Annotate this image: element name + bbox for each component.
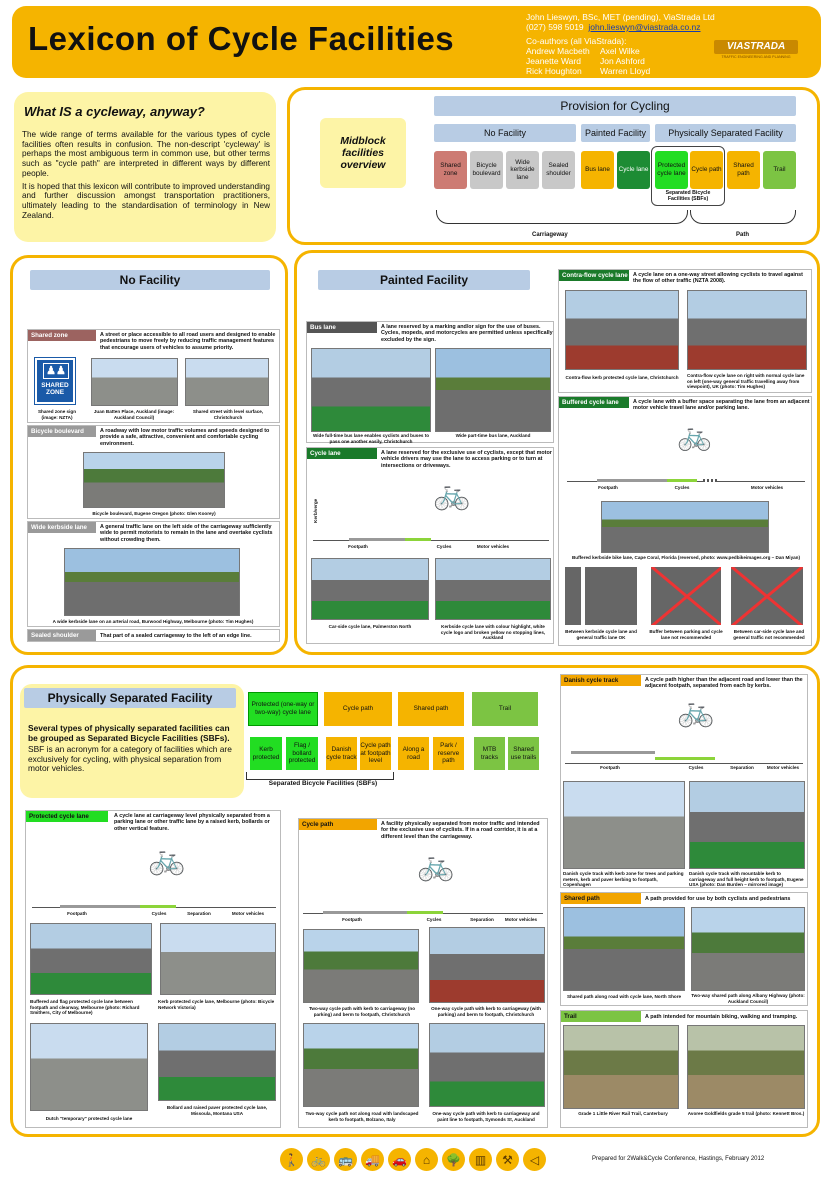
buffered-diagram: 🚲 Footpath Cycles Motor vehicles [567, 419, 805, 489]
buffered-photo [601, 501, 769, 553]
contraflow-section: Contra-flow cycle lane A cycle lane on a one-way street allowing cyclists to travel against the flow of other traffic (NZTA 2008). Contra-flow kerb protected cycle lane, Christchurch Contra-flow cycle lane on right with normal cycle lane on left (one-way general traffic travelling away from viewpoint), UK (photo: Tim Hughes) [558, 269, 812, 393]
cyclepath-photo-1 [303, 929, 419, 1003]
protected-section: Protected cycle lane A cycle lane at carriageway level physically separated from a parking lane or other traffic lane by a raised kerb, bollards or other vertical feature. 🚲 Footpath Cycles Separation Motor vehicles Buffered and flag protected cycle lane between footpath and clearway, Melbourne (photo: Richard Smithers, City of Melbourne) Kerb protected cycle lane, Melbourne (photo: Bicycle Network Victoria) Dutch "temporary" protected cycle lane Bollard and raised paver protected cycle lane, Missoula, Montana USA [25, 810, 281, 1128]
shoulder-tag: Sealed shoulder [28, 630, 96, 641]
shared-zone-def: A street or place accessible to all road users and designed to enable pedestrians to move freely by reducing traffic management features that encourage users of vehicles to assume priority. [100, 332, 276, 351]
buffer-ok-diagram [565, 567, 637, 625]
cyclepath-tag: Cycle path [299, 819, 377, 830]
cyclepath-photo-3 [303, 1023, 419, 1107]
kerbside-photo [64, 548, 240, 616]
danish-photo-1 [563, 781, 685, 869]
kerbside-tag: Wide kerbside lane [28, 522, 96, 533]
cyclepath-photo-4 [429, 1023, 545, 1107]
shared-zone-photo-1 [91, 358, 178, 406]
painted-header: Painted Facility [318, 270, 530, 290]
boulevard-photo [83, 452, 225, 508]
protected-diagram: 🚲 Footpath Cycles Separation Motor vehicles [32, 839, 276, 915]
carriageway-label: Carriageway [532, 232, 568, 238]
contraflow-def: A cycle lane on a one-way street allowing cyclists to travel against the flow of other traffic (NZTA 2008). [633, 272, 803, 285]
path-label: Path [736, 232, 750, 238]
sharedpath-def: A path provided for use by both cyclists and pedestrians [645, 896, 791, 902]
sbf-label: Separated Bicycle Facilities (SBFs) [665, 190, 711, 202]
walk-icon: 🚶 [280, 1148, 303, 1171]
group-no-facility: No Facility [434, 124, 576, 142]
cyclist-icon: 🚲 [677, 420, 712, 451]
cyclepath-section: Cycle path A facility physically separated from motor traffic and intended for the exclusive use of cyclists. If in a road corridor, it is at a different level than the carriageway. 🚲 Footpath Cycles Separation Motor vehicles Two-way cycle path with kerb to carriageway (no parking) and berm to footpath, Christchurch One-way cycle path with kerb to carriageway (with parking) and berm to footpath, Christchurch Two-way cycle path not along road with landscaped kerb to footpath, Bolzano, Italy One-way cycle path with kerb to carriageway and paint line to footpath, Symonds St, Auckland [298, 818, 548, 1128]
tree-danish: Danish cycle track [326, 737, 357, 770]
provision-header: Provision for Cycling [434, 96, 796, 116]
coauthor: Jon Ashford [600, 56, 645, 66]
tree-protected: Protected (one-way or two-way) cycle lane [248, 692, 318, 726]
buffer-bad-diagram-1 [651, 567, 721, 625]
author-email[interactable]: john.lieswyn@viastrada.co.nz [588, 22, 701, 32]
buffer-bad-diagram-2 [731, 567, 803, 625]
contraflow-photo-2 [687, 290, 807, 370]
page-title: Lexicon of Cycle Facilities [28, 20, 455, 57]
buffered-tag: Buffered cycle lane [559, 397, 629, 408]
protected-photo-3 [30, 1023, 148, 1111]
cyclist-icon: 🚲 [433, 478, 471, 511]
danish-section: Danish cycle track A cycle path higher than the adjacent road and lower than the adjacent footpath, separated from each by kerbs. 🚲 Footpath Cycles Separation Motor vehicles Danish cycle track with kerb zone for trees and parking meters, kerb and paver kerbing to footpath, Copenhagen Danish cycle track with mountable kerb to carriageway and full height kerb to footpath, Eugene USA (photo: Dan Burden – mirrored image) [560, 674, 808, 888]
protected-photo-4 [158, 1023, 276, 1101]
coauthor: Axel Wilke [600, 46, 640, 56]
sbf-tree-label: Separated Bicycle Facilities (SBFs) [268, 780, 378, 787]
car-icon: 🚗 [388, 1148, 411, 1171]
contraflow-tag: Contra-flow cycle lane [559, 270, 629, 281]
carriageway-brace [436, 210, 688, 224]
cycle-lane-tag: Cycle lane [307, 448, 377, 459]
trail-tag: Trail [561, 1011, 641, 1022]
sharedpath-photo-1 [563, 907, 685, 991]
speaker-icon: ◁ [523, 1148, 546, 1171]
bike-icon: 🚲 [307, 1148, 330, 1171]
physical-intro-text: Several types of physically separated facilities can be grouped as Separated Bicycle Facilities (SBFs). SBF is an acronym for a category of facilities which are exclusively for cycling, with physical separation from motor vehicles. [28, 723, 232, 774]
city-icon: ▥ [469, 1148, 492, 1171]
coauthor: Warren Lloyd [600, 66, 651, 76]
overview-item: Bicycle boulevard [470, 151, 503, 189]
cyclist-icon: 🚲 [677, 695, 715, 728]
bus-lane-tag: Bus lane [307, 322, 377, 333]
cyclepath-photo-2 [429, 927, 545, 1003]
danish-def: A cycle path higher than the adjacent road and lower than the adjacent footpath, separated from each by kerbs. [645, 677, 803, 690]
overview-item: Shared zone [434, 151, 467, 189]
tree-along: Along a road [398, 737, 429, 770]
tree-shareduse: Shared use trails [508, 737, 539, 770]
cycle-lane-section: Cycle lane A lane reserved for the exclusive use of cyclists, except that motor vehicle drivers may use the lane to access parking or to turn at intersections or driveways. 🚲 Footpath Cycles Motor vehicles Kerb/verge Car-side cycle lane, Palmerston North Kerbside cycle lane with colour highlight, white cycle logo and broken yellow no stopping lines, Auckland [306, 447, 554, 644]
physical-header: Physically Separated Facility [24, 688, 236, 708]
midblock-label-box: Midblock facilities overview [320, 118, 406, 188]
buffered-section: Buffered cycle lane A cycle lane with a buffer space separating the lane from an adjacent motor vehicle travel lane and/or parking lane. 🚲 Footpath Cycles Motor vehicles Buffered kerbside bike lane, Cape Coral, Florida (reversed, photo: www.pedbikeimages.org – Dan Miyan) Between kerbside cycle lane and general traffic lane OK Buffer between parking and cycle lane not recommended Between car-side cycle lane and general traffic not recommended [558, 396, 812, 646]
viastrada-logo: VIASTRADA TRAFFIC ENGINEERING AND PLANNING [714, 40, 798, 59]
truck-icon: 🚚 [361, 1148, 384, 1171]
cycle-lane-photo-2 [435, 558, 551, 620]
group-painted: Painted Facility [581, 124, 650, 142]
overview-item: Bus lane [581, 151, 614, 189]
tree-park: Park / reserve path [433, 737, 464, 770]
overview-item: Shared path [727, 151, 760, 189]
author-name: John Lieswyn, BSc, MET (pending), ViaStrada Ltd [526, 12, 715, 22]
trail-def: A path intended for mountain biking, walking and tramping. [645, 1014, 798, 1020]
shared-zone-tag: Shared zone [28, 330, 96, 341]
tree-mtb: MTB tracks [474, 737, 505, 770]
sharedpath-section: Shared path A path provided for use by both cyclists and pedestrians Shared path along road with cycle lane, North Shore Two-way shared path along Albany Highway (photo: Auckland Council) [560, 892, 808, 1006]
group-separated: Physically Separated Facility [655, 124, 796, 142]
prepared-note: Prepared for 2Walk&Cycle Conference, Hastings, February 2012 [592, 1156, 765, 1162]
bus-photo-1 [311, 348, 431, 432]
overview-item: Wide kerbside lane [506, 151, 539, 189]
tree-cyclepath: Cycle path [324, 692, 392, 726]
tree-icon: 🌳 [442, 1148, 465, 1171]
trail-photo-1 [563, 1025, 679, 1109]
overview-item: Sealed shoulder [542, 151, 575, 189]
cycle-lane-def: A lane reserved for the exclusive use of cyclists, except that motor vehicle drivers may use the lane to access parking or to turn at intersections or driveways. [381, 450, 552, 469]
bus-photo-2 [435, 348, 551, 432]
boulevard-def: A roadway with low motor traffic volumes and speeds designed to provide a safe, attractive, convenient and comfortable cycling environment. [100, 428, 270, 447]
overview-item: Cycle path [690, 151, 723, 189]
author-phone: (027) 598 5019 [526, 22, 584, 32]
tree-atfoot: Cycle path at footpath level [360, 737, 391, 770]
protected-photo-1 [30, 923, 152, 995]
no-facility-header: No Facility [30, 270, 270, 290]
coauthor: Andrew Macbeth [526, 46, 590, 56]
overview-item: Trail [763, 151, 796, 189]
contraflow-photo-1 [565, 290, 679, 370]
bus-lane-section: Bus lane A lane reserved by a marking and/or sign for the use of buses. Cycles, mopeds, and motorcycles are permitted unless specifically excluded by the sign. Wide full-time bus lane enables cyclists and buses to pass one another easily, Christchurch Wide part-time bus lane, Auckland [306, 321, 554, 443]
home-icon: ⌂ [415, 1148, 438, 1171]
cyclist-icon: 🚲 [148, 843, 186, 876]
bus-icon: 🚌 [334, 1148, 357, 1171]
cycle-lane-diagram: 🚲 Footpath Cycles Motor vehicles Kerb/verge [313, 478, 549, 548]
coauthor: Rick Houghton [526, 66, 582, 76]
boulevard-section: Bicycle boulevard A roadway with low motor traffic volumes and speeds designed to provide a safe, attractive, convenient and comfortable cycling environment. Bicycle boulevard, Eugene Oregon (photo: Glen Koorey) [27, 425, 280, 519]
boulevard-tag: Bicycle boulevard [28, 426, 96, 437]
coauthor: Jeanette Ward [526, 56, 581, 66]
author-line [526, 12, 715, 76]
cyclepath-diagram: 🚲 Footpath Cycles Separation Motor vehicles [303, 843, 543, 921]
cyclepath-def: A facility physically separated from motor traffic and intended for the exclusive use of cyclists. If in a road corridor, it is at a different level than the carriageway. [381, 821, 540, 840]
bus-lane-def: A lane reserved by a marking and/or sign for the use of buses. Cycles, mopeds, and motorcycles are permitted unless specifically excluded by the sign. [381, 324, 553, 343]
shared-zone-section: Shared zone A street or place accessible to all road users and designed to enable pedestrians to move freely by reducing traffic management features that encourage users of vehicles to assume priority. ♟♟ SHARED ZONE Shared zone sign (image: NZTA) Juan Batten Place, Auckland (image: Auckland Council) Shared street with level surface, Christchurch [27, 329, 280, 423]
protected-photo-2 [160, 923, 276, 995]
tree-kerb: Kerb protected [250, 737, 282, 770]
cycle-lane-photo-1 [311, 558, 429, 620]
tree-sharedpath: Shared path [398, 692, 464, 726]
danish-diagram: 🚲 Footpath Cycles Separation Motor vehicles [565, 695, 803, 771]
trail-photo-2 [687, 1025, 805, 1109]
intro-text: The wide range of terms available for the various types of cycle facilities often results in confusion. The non-descript 'cycleway' is perhaps the most ambiguous term in common use, but other terms such as "cycle path" are interpreted in different ways by different people. It is hoped that this lexicon will contribute to improved understanding and further discussion amongst transportation practitioners, ultimately leading to the standardisation of terminology in New Zealand. [22, 130, 270, 220]
sharedpath-tag: Shared path [561, 893, 641, 904]
hammer-icon: ⚒ [496, 1148, 519, 1171]
sharedpath-photo-2 [691, 907, 805, 991]
protected-tag: Protected cycle lane [26, 811, 108, 822]
kerbside-def: A general traffic lane on the left side of the carriageway sufficiently wide to permit motorists to remain in the lane and overtake cyclists without crowding them. [100, 524, 273, 543]
overview-item: Cycle lane [617, 151, 650, 189]
coauthors-label: Co-authors (all ViaStrada): [526, 36, 627, 46]
danish-photo-2 [689, 781, 805, 869]
protected-def: A cycle lane at carriageway level physically separated from a parking lane or other traffic lane by a raised kerb, bollards or other vertical feature. [114, 813, 270, 832]
walk-icon: ♟♟ [43, 363, 69, 379]
tree-trail: Trail [472, 692, 538, 726]
trail-section: Trail A path intended for mountain biking, walking and tramping. Grade 1 Little River Rail Trail, Canterbury Avoree Goldfields grade 5 trail (photo: Kennett Bros.) [560, 1010, 808, 1128]
shared-zone-sign: ♟♟ SHARED ZONE [35, 358, 75, 404]
overview-item: Protected cycle lane [655, 151, 688, 189]
kerbside-section: Wide kerbside lane A general traffic lane on the left side of the carriageway sufficiently wide to permit motorists to remain in the lane and overtake cyclists without crowding them. A wide kerbside lane on an arterial road, Burwood Highway, Melbourne (photo: Tim Hughes) [27, 521, 280, 627]
footer-icons [280, 1148, 546, 1171]
shared-zone-photo-2 [185, 358, 269, 406]
buffered-def: A cycle lane with a buffer space separating the lane from an adjacent motor vehicle travel lane and/or parking lane. [633, 399, 810, 412]
cyclist-icon: 🚲 [417, 849, 455, 882]
intro-title: What IS a cycleway, anyway? [24, 104, 205, 119]
shoulder-def: That part of a sealed carriageway to the left of an edge line. [100, 633, 252, 639]
tree-flag: Flag / bollard protected [286, 737, 318, 770]
path-brace [690, 210, 796, 224]
danish-tag: Danish cycle track [561, 675, 641, 686]
shoulder-section [27, 629, 280, 642]
sbf-tree-bracket [246, 772, 394, 780]
